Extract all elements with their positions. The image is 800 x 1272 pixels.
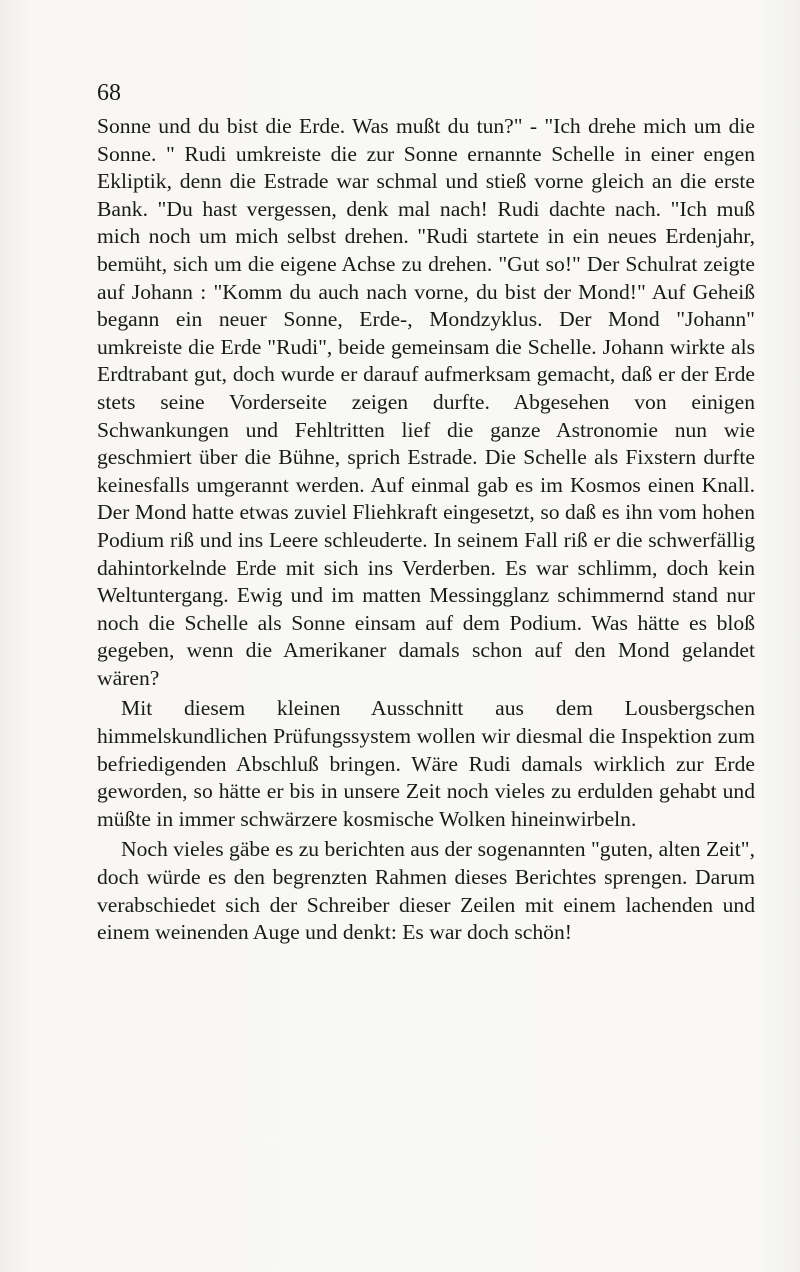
paragraph-2: Mit diesem kleinen Ausschnitt aus dem Lousbergschen himmelskundlichen Prüfungssystem wollen wir diesmal die Inspektion zum befriedigenden Abschluß bringen. Wäre Rudi damals wirklich zur Erde geworden, so hätte er bis in unsere Zeit noch vieles zu erdulden gehabt und müßte in immer schwärzere kosmische Wolken hineinwirbeln. xyxy=(97,696,755,831)
paragraph-3: Noch vieles gäbe es zu berichten aus der sogenannten "guten, alten Zeit", doch würde es den begrenzten Rahmen dieses Berichtes sprengen. Darum verabschiedet sich der Schreiber dieser Zeilen mit einem lachenden und einem weinenden Auge und denkt: Es war doch schön! xyxy=(97,837,755,945)
body-text xyxy=(97,113,755,947)
page-number: 68 xyxy=(97,80,121,106)
paragraph-1: Sonne und du bist die Erde. Was mußt du tun?" - "Ich drehe mich um die Sonne. " Rudi umkreiste die zur Sonne ernannte Schelle in einer engen Ekliptik, denn die Estrade war schmal und stieß vorne gleich an die erste Bank. "Du hast vergessen, denk mal nach! Rudi dachte nach. "Ich muß mich noch um mich selbst drehen. "Rudi startete in ein neues Erdenjahr, bemüht, sich um die eigene Achse zu drehen. "Gut so!" Der Schulrat zeigte auf Johann : "Komm du auch nach vorne, du bist der Mond!" Auf Geheiß begann ein neuer Sonne, Erde-, Mondzyklus. Der Mond "Johann" umkreiste die Erde "Rudi", beide gemeinsam die Schelle. Johann wirkte als Erdtrabant gut, doch wurde er darauf aufmerksam gemacht, daß er der Erde stets seine Vorderseite zeigen durfte. Abgesehen von einigen Schwankungen und Fehltritten lief die ganze Astronomie nun wie geschmiert über die Bühne, sprich Estrade. Die Schelle als Fixstern durfte keinesfalls umgerannt werden. Auf einmal gab es im Kosmos einen Knall. Der Mond hatte etwas zuviel Fliehkraft eingesetzt, so daß es ihn vom hohen Podium riß und ins Leere schleuderte. In seinem Fall riß er die schwerfällig dahintorkelnde Erde mit sich ins Verderben. Es war schlimm, doch kein Weltuntergang. Ewig und im matten Messingglanz schimmernd stand nur noch die Schelle als Sonne einsam auf dem Podium. Was hätte es bloß gegeben, wenn die Amerikaner damals schon auf den Mond gelandet wären? xyxy=(97,114,755,690)
